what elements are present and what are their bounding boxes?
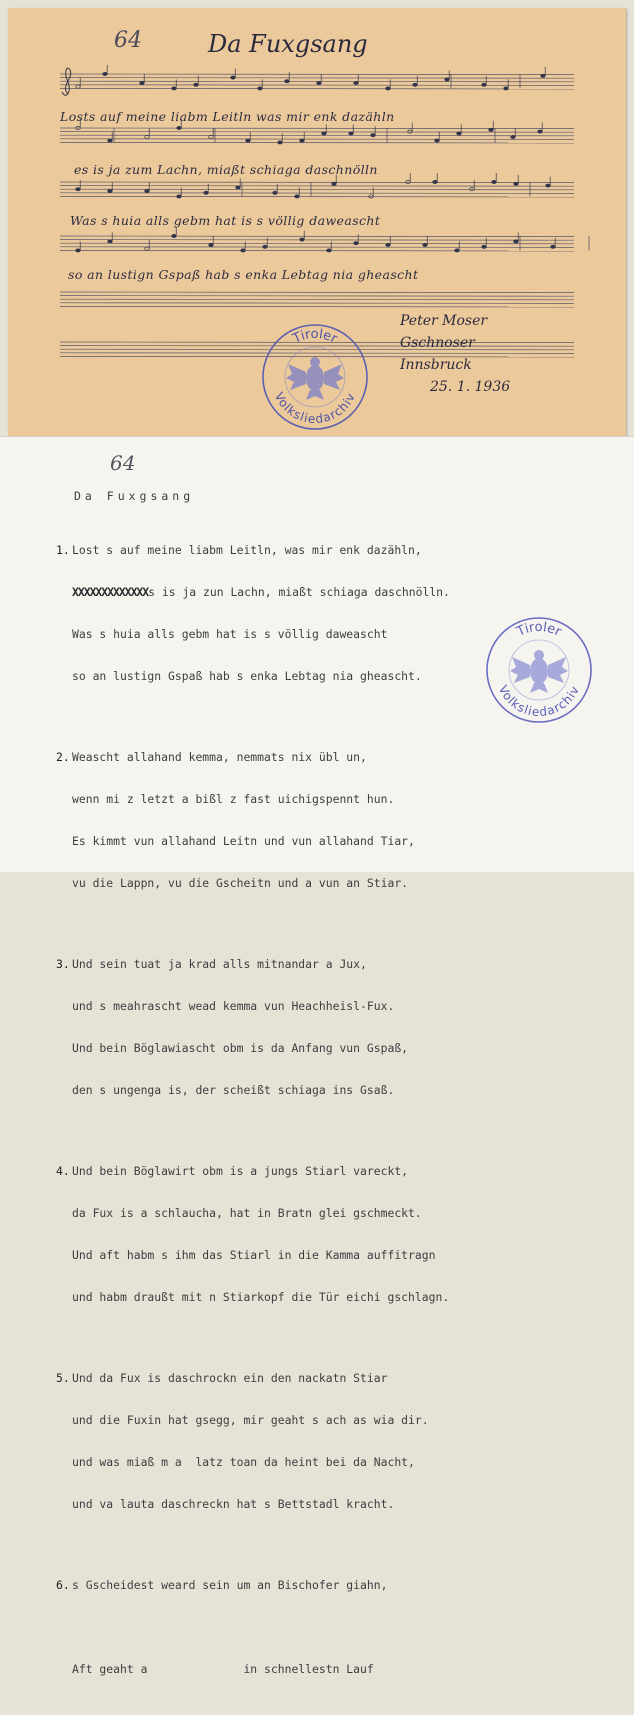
note-head	[140, 81, 145, 84]
note-head	[246, 139, 251, 142]
verse-line-text: und s meahrascht wead kemma vun Heachheisl-Fux.	[72, 999, 395, 1013]
note-head	[511, 135, 516, 138]
verse-line-text: Es kimmt vun allahand Leitn und vun allahand Tiar,	[72, 834, 415, 848]
verse-line-text: s is ja zun Lachn, miaßt schiaga daschnölln.	[148, 585, 450, 599]
note-head	[455, 249, 460, 252]
note-head	[413, 83, 418, 86]
archive-stamp	[260, 322, 370, 432]
verse-line-text	[56, 1620, 450, 1634]
note-head	[278, 141, 283, 144]
verse-line-text: und habm draußt mit n Stiarkopf die Tür eichi gschlagn.	[72, 1290, 450, 1304]
note-head	[433, 180, 438, 183]
archive-stamp	[484, 615, 594, 725]
note-head	[408, 130, 413, 133]
verse-line-text: Und aft habm s ihm das Stiarl in die Kamma auffitragn	[72, 1248, 436, 1262]
verse-line-text: den s ungenga is, der scheißt schiaga ins Gsaß.	[72, 1083, 395, 1097]
verse-line-text: Und da Fux is daschrockn ein den nackatn Stiar	[72, 1371, 388, 1385]
note-head	[386, 243, 391, 246]
verse-number: 5.	[56, 1371, 70, 1385]
verses	[56, 515, 450, 1715]
note-head	[354, 81, 359, 84]
note-head	[504, 87, 509, 90]
verse	[56, 929, 450, 1125]
verse-line-text: und die Fuxin hat gsegg, mir geaht s ach as wia dir.	[72, 1413, 429, 1427]
note-head	[76, 188, 81, 191]
note-head	[406, 180, 411, 183]
note-head	[551, 245, 556, 248]
verse-number: 4.	[56, 1164, 70, 1178]
verse-line-text: Und bein Böglawiascht obm is da Anfang vun Gspaß,	[72, 1041, 409, 1055]
note-head	[371, 134, 376, 137]
note-head	[258, 87, 263, 90]
music-staff	[60, 227, 589, 252]
note-head	[172, 234, 177, 237]
note-head	[103, 72, 108, 75]
verse-line-text: Weascht allahand kemma, nemmats nix übl un,	[72, 750, 367, 764]
note-head	[108, 189, 113, 192]
lyric-line: Was s huia alls gebm hat is s völlig daweascht	[70, 213, 381, 228]
note-head	[514, 240, 519, 243]
note-head	[546, 184, 551, 187]
note-head	[541, 74, 546, 77]
note-head	[76, 85, 81, 88]
verse-line-text: Und bein Böglawirt obm is a jungs Stiarl vareckt,	[72, 1164, 409, 1178]
music-score-sheet	[8, 8, 626, 440]
signature-line: Innsbruck	[400, 357, 472, 373]
treble-clef-icon	[62, 68, 71, 95]
note-head	[300, 238, 305, 241]
note-head	[489, 128, 494, 131]
svg-text:Tiroler	[290, 327, 340, 347]
note-head	[538, 130, 543, 133]
eagle-emblem-icon	[286, 357, 344, 400]
note-head	[108, 240, 113, 243]
music-staff	[60, 65, 574, 90]
note-head	[236, 186, 241, 189]
typed-lyrics-sheet	[0, 436, 634, 1676]
signature-line: Peter Moser	[400, 313, 488, 329]
verse-line-text: s Gscheidest weard sein um an Bischofer giahn,	[72, 1578, 388, 1592]
note-head	[172, 87, 177, 90]
note-head	[457, 132, 462, 135]
note-head	[349, 132, 354, 135]
note-head	[423, 243, 428, 246]
lyric-line: es is ja zum Lachn, miaßt schiaga daschnölln	[74, 162, 378, 177]
stamp-text-top: Tiroler	[290, 326, 340, 347]
note-head	[204, 191, 209, 194]
stamp-text-bottom: Volksliedarchiv	[495, 683, 583, 720]
note-head	[263, 245, 268, 248]
note-head	[482, 245, 487, 248]
song-title-typed: Da Fuxgsang	[74, 489, 195, 503]
verse-line-text: wenn mi z letzt a bißl z fast uichigspennt hun.	[72, 792, 395, 806]
note-head	[327, 249, 332, 252]
struck-text: XXXXXXXXXXXXX	[72, 585, 149, 599]
verse-number: 2.	[56, 750, 70, 764]
lyric-line: Losts auf meine liabm Leitln was mir enk dazähln	[60, 109, 395, 124]
note-head	[369, 195, 374, 198]
note-head	[514, 182, 519, 185]
verse-number: 1.	[56, 543, 70, 557]
note-head	[300, 139, 305, 142]
note-head	[285, 80, 290, 83]
verse-line-text: und was miaß m a latz toan da heint bei da Nacht,	[72, 1455, 415, 1469]
note-head	[322, 132, 327, 135]
svg-text:Tiroler	[514, 620, 564, 640]
note-head	[435, 139, 440, 142]
note-head	[470, 188, 475, 191]
note-head	[209, 243, 214, 246]
note-head	[177, 195, 182, 198]
note-head	[231, 76, 236, 79]
note-head	[317, 81, 322, 84]
note-head	[108, 139, 113, 142]
note-head	[145, 189, 150, 192]
note-head	[295, 195, 300, 198]
note-head	[273, 191, 278, 194]
verse	[56, 722, 450, 918]
note-head	[194, 83, 199, 86]
verse	[56, 515, 450, 711]
note-head	[177, 126, 182, 129]
note-head	[445, 78, 450, 81]
verse-line-text: Und sein tuat ja krad alls mitnandar a Jux,	[72, 957, 367, 971]
song-title-handwritten: Da Fuxgsang	[208, 30, 368, 58]
verse-number: 6.	[56, 1578, 70, 1592]
lyric-line: so an lustign Gspaß hab s enka Lebtag nia gheascht	[68, 267, 419, 282]
verse	[56, 1343, 450, 1539]
verse-line-text: da Fux is a schlaucha, hat in Bratn glei gschmeckt.	[72, 1206, 422, 1220]
page-number: 64	[114, 28, 142, 53]
signature-date: 25. 1. 1936	[430, 379, 511, 395]
verse	[56, 1550, 450, 1704]
note-head	[482, 83, 487, 86]
note-head	[492, 180, 497, 183]
verse-line-text: Lost s auf meine liabm Leitln, was mir enk dazähln,	[72, 543, 422, 557]
page-number: 64	[110, 451, 136, 475]
signature-line: Gschnoser	[400, 335, 475, 351]
note-head	[241, 249, 246, 252]
music-staff	[60, 292, 574, 307]
stamp-text-top: Tiroler	[514, 619, 564, 640]
verse-number: 3.	[56, 957, 70, 971]
note-head	[145, 247, 150, 250]
note-head	[76, 249, 81, 252]
stamp-text-bottom: Volksliedarchiv	[271, 390, 359, 427]
note-head	[145, 135, 150, 138]
note-head	[209, 135, 214, 138]
signature-block	[400, 310, 510, 398]
note-head	[354, 242, 359, 245]
verse-line-text: und va lauta daschreckn hat s Bettstadl kracht.	[72, 1497, 395, 1511]
note-head	[386, 87, 391, 90]
note-head	[332, 182, 337, 185]
verse	[56, 1136, 450, 1332]
verse-line-text: Was s huia alls gebm hat is s völlig daweascht	[72, 627, 388, 641]
verse-line-text: vu die Lappn, vu die Gscheitn und a vun an Stiar.	[72, 876, 409, 890]
eagle-emblem-icon	[510, 650, 568, 693]
verse-line-text: so an lustign Gspaß hab s enka Lebtag nia gheascht.	[72, 669, 422, 683]
verse-line-text: Aft geaht a in schnellestn Lauf	[72, 1662, 374, 1676]
